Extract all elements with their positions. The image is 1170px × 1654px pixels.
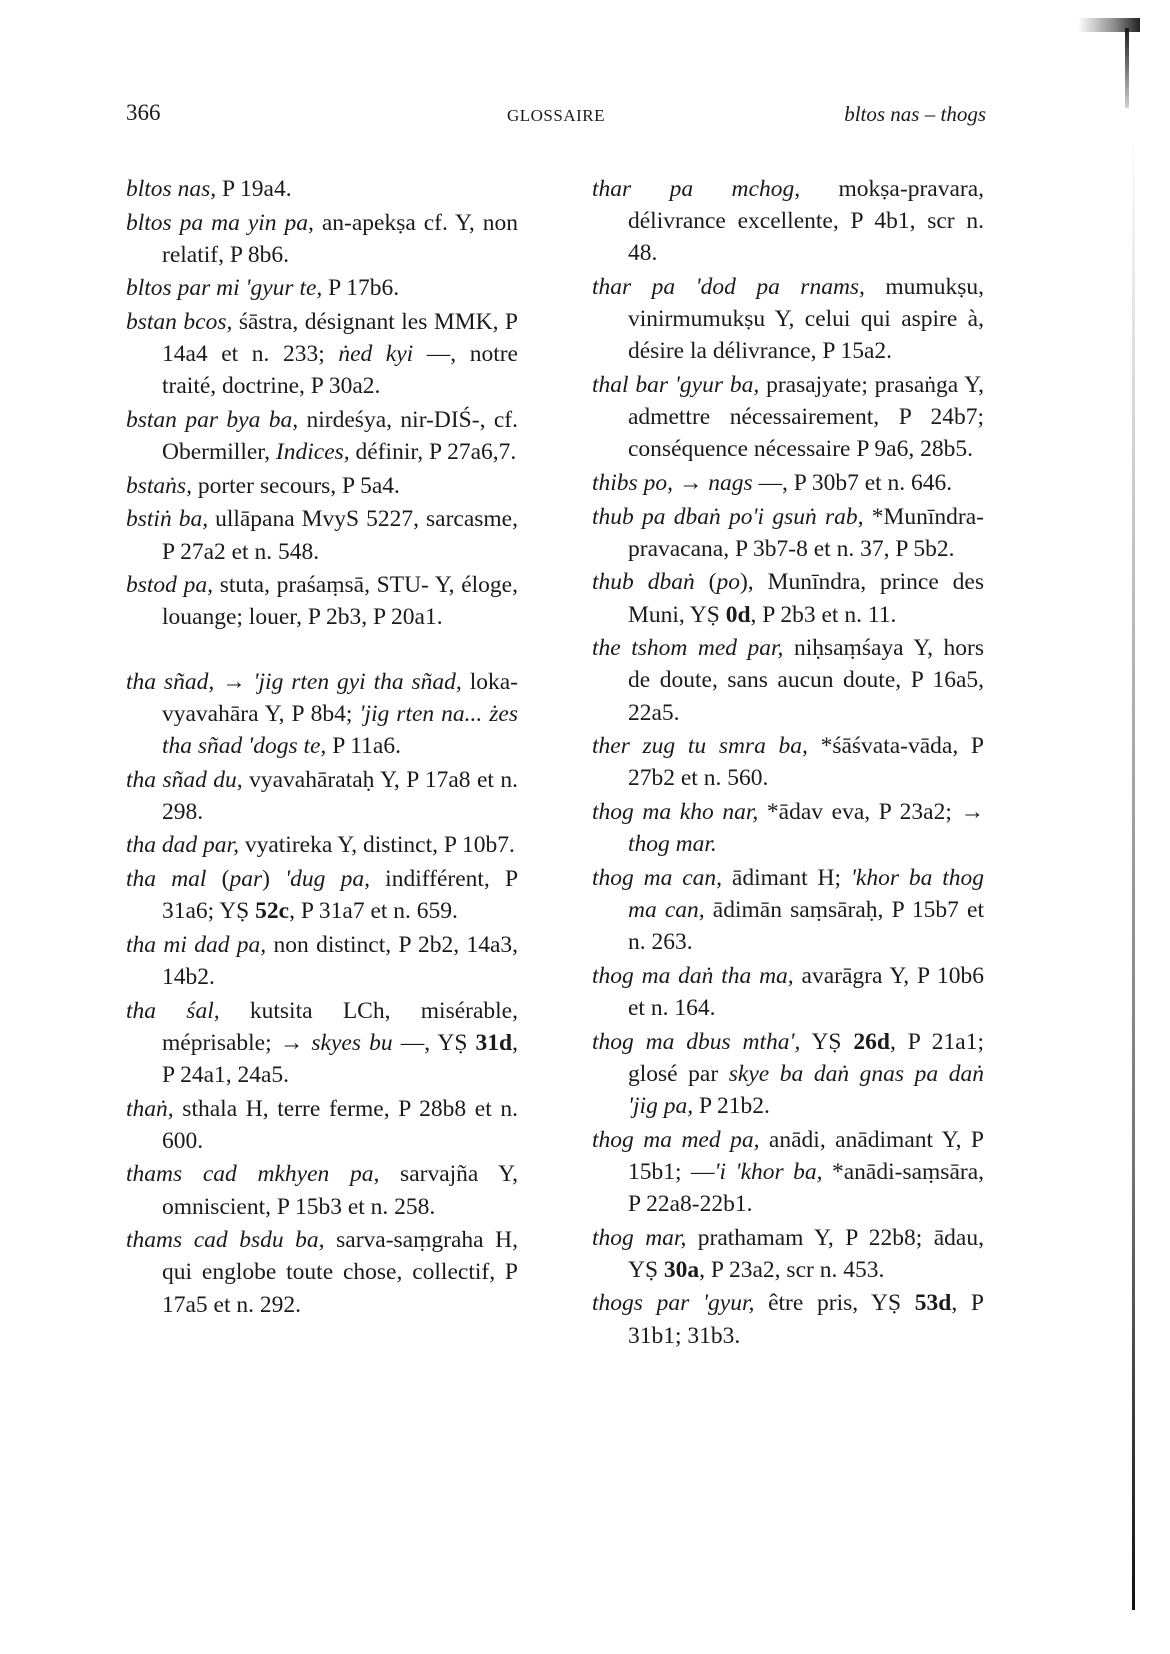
glossary-entry: [592, 1222, 984, 1286]
entry-text: porter secours, P 5a4.: [191, 472, 400, 499]
glossary-entry: [126, 995, 518, 1092]
tibetan-term: ther zug tu smra ba,: [592, 733, 808, 760]
tibetan-term: thams cad mkhyen pa,: [126, 1161, 380, 1188]
glossary-entry: [126, 306, 518, 403]
entry-text: —, P 30b7 et n. 646.: [752, 470, 953, 496]
verse-ref: 30a: [663, 1256, 700, 1283]
left-column: [126, 173, 518, 1322]
entry-text: P 11a6.: [326, 732, 401, 759]
tibetan-term: thub dbaṅ: [592, 569, 695, 596]
verse-ref: 31d: [475, 1029, 513, 1056]
tibetan-term: 'i 'khor ba,: [714, 1158, 823, 1185]
page-number: 366: [126, 100, 161, 125]
entry-text: —, notre traité, doctrine, P 30a2.: [162, 341, 518, 400]
tibetan-term: thar pa 'dod pa rnams,: [592, 274, 865, 300]
entry-text: mokṣa-pravara, délivrance excellente, P 4b1, scr n. 48.: [628, 176, 985, 267]
entry-text: niḥsaṃśaya Y, hors de doute, sans aucun doute, P 16a5, 22a5.: [628, 635, 985, 726]
verse-ref: 53d: [914, 1290, 952, 1317]
entry-text: kutsita LCh, misérable, méprisable; →: [162, 997, 518, 1056]
tibetan-term: thog mar.: [628, 831, 717, 858]
tibetan-term: nags: [708, 470, 753, 496]
entry-text: définir, P 27a6,7.: [349, 439, 517, 466]
tibetan-term: bstan bcos,: [126, 308, 233, 335]
entry-text: avarāgra Y, P 10b6 et n. 164.: [628, 962, 985, 1021]
glossary-entry: [126, 404, 518, 468]
tibetan-term: bltos nas,: [126, 176, 217, 202]
entry-text: ādimant H;: [722, 864, 851, 891]
tibetan-term: po: [716, 569, 740, 596]
tibetan-term: thal bar 'gyur ba,: [592, 372, 760, 398]
entry-text: P 17b6.: [322, 275, 400, 302]
entry-text: (: [694, 569, 717, 596]
tibetan-term: ṅed kyi: [338, 341, 414, 368]
glossary-entry: [592, 173, 984, 270]
tibetan-term: bstod pa,: [126, 572, 213, 599]
glossary-entry: [126, 764, 518, 828]
glossary-entry: [592, 730, 984, 794]
entry-text: mumukṣu, vinirmumukṣu Y, celui qui aspire à, désire la délivrance, P 15a2.: [628, 274, 984, 365]
tibetan-term: bstaṅs,: [126, 472, 192, 499]
tibetan-term: tha śal,: [126, 997, 220, 1024]
entry-text: anādi, anādimant Y, P 15b1; —: [628, 1126, 984, 1185]
entry-text: an-apekṣa cf. Y, non relatif, P 8b6.: [162, 209, 518, 268]
tibetan-term: bstan par bya ba,: [126, 406, 299, 433]
entry-text: (: [206, 865, 230, 892]
verse-ref: 52c: [255, 898, 290, 925]
glossary-entry: [126, 929, 518, 993]
tibetan-term: thog ma med pa,: [592, 1126, 760, 1153]
glossary-entry: [126, 1224, 518, 1321]
tibetan-term: thaṅ,: [126, 1095, 174, 1122]
entry-text: ādimān saṃsāraḥ, P 15b7 et n. 263.: [628, 896, 984, 956]
glossary-entry: [592, 862, 984, 959]
entry-text: nirdeśya, nir-DIŚ-, cf. Obermiller,: [162, 406, 518, 466]
entry-text: , P 31b1; 31b3.: [628, 1290, 984, 1349]
running-head: bltos nas – thogs: [844, 102, 986, 126]
tibetan-term: tha mal: [126, 865, 207, 892]
entry-text: prasajyate; prasaṅga Y, admettre nécessairement, P 24b7; conséquence nécessaire P 9a6, 28b5.: [628, 372, 984, 463]
tibetan-term: thogs par 'gyur,: [592, 1290, 755, 1317]
tibetan-term: par: [229, 865, 263, 892]
entry-text: , P 21a1; glosé par: [628, 1028, 984, 1087]
entry-text: sarva-saṃgraha H, qui englobe toute chose, collectif, P 17a5 et n. 292.: [162, 1227, 518, 1318]
entry-text: , P 24a1, 24a5.: [162, 1029, 518, 1088]
entry-text: stuta, praśaṃsā, STU- Y, éloge, louange; louer, P 2b3, P 20a1.: [162, 572, 518, 631]
glossary-entry: [592, 796, 984, 860]
glossary-entry: [126, 829, 518, 861]
tibetan-term: tha dad par,: [126, 832, 239, 859]
glossary-entry: [126, 207, 518, 271]
entry-text: *anādi-saṃsāra, P 22a8-22b1.: [628, 1158, 984, 1217]
glossary-entry: [592, 566, 984, 630]
tibetan-term: 'khor ba thog ma can,: [628, 864, 984, 923]
tibetan-term: thog ma kho nar,: [592, 798, 759, 825]
entry-text: prathamam Y, P 22b8; ādau, YṢ: [628, 1224, 984, 1283]
tibetan-term: thibs po,: [592, 470, 673, 496]
tibetan-term: 'jig rten na... żes tha sñad 'dogs te,: [162, 700, 518, 759]
glossary-entry: [126, 470, 518, 502]
tibetan-term: 'jig rten gyi tha sñad,: [253, 668, 462, 695]
entry-text: ): [262, 865, 286, 892]
glossary-entry: [592, 1124, 984, 1221]
tibetan-term: thams cad bsdu ba,: [126, 1227, 325, 1254]
entry-text: vyavahārataḥ Y, P 17a8 et n. 298.: [162, 766, 518, 825]
tibetan-term: thog mar,: [592, 1224, 687, 1251]
running-title: GLOSSAIRE: [506, 106, 605, 125]
entry-text: sarvajña Y, omniscient, P 15b3 et n. 258.: [162, 1161, 518, 1220]
entry-text: vyatireka Y, distinct, P 10b7.: [238, 832, 515, 859]
tibetan-term: 'dug pa,: [285, 865, 370, 892]
glossary-entry: [126, 272, 518, 304]
entry-text: P 19a4.: [216, 176, 292, 202]
glossary-entry: [126, 863, 518, 927]
tibetan-term: Indices,: [275, 439, 350, 466]
glossary-entry: [592, 632, 984, 729]
glossary-entry: [126, 666, 518, 763]
entry-text: —, YṢ: [392, 1029, 476, 1056]
glossary-entry: [126, 503, 518, 567]
tibetan-term: thar pa mchog,: [592, 176, 801, 202]
entry-text: *Munīndra-pravacana, P 3b7-8 et n. 37, P 5b2.: [628, 503, 985, 562]
page-edge-shadow: [1132, 130, 1135, 1610]
tibetan-term: skye ba daṅ gnas pa daṅ 'jig pa,: [628, 1060, 984, 1119]
entry-text: indifférent, P 31a6; YṢ: [162, 865, 519, 925]
glossary-entry: [126, 1158, 518, 1222]
glossary-entry: [126, 569, 518, 633]
scan-artifact: [1078, 18, 1140, 32]
entry-text: loka-vyavahāra Y, P 8b4;: [162, 668, 518, 727]
page-header: [126, 100, 986, 140]
entry-text: sthala H, terre ferme, P 28b8 et n. 600.: [162, 1095, 518, 1154]
tibetan-term: thog ma daṅ tha ma,: [592, 962, 794, 989]
scan-artifact: [1125, 28, 1129, 108]
entry-text: →: [214, 668, 254, 695]
glossary-entry: [126, 173, 518, 205]
entry-text: être pris, YṢ: [754, 1290, 915, 1317]
tibetan-term: tha mi dad pa,: [126, 931, 267, 958]
verse-ref: 26d: [853, 1028, 890, 1055]
glossary-entry: [592, 369, 984, 466]
entry-text: *śāśvata-vāda, P 27b2 et n. 560.: [628, 733, 984, 792]
entry-text: non distinct, P 2b2, 14a3, 14b2.: [162, 931, 519, 990]
entry-text: *ādav eva, P 23a2; →: [758, 798, 984, 825]
entry-text: P 21b2.: [693, 1092, 770, 1119]
tibetan-term: tha sñad du,: [126, 766, 243, 793]
tibetan-term: the tshom med par,: [592, 635, 784, 662]
glossary-entry: [592, 1287, 984, 1351]
tibetan-term: tha sñad,: [126, 668, 215, 695]
verse-ref: 0d: [725, 601, 751, 628]
entry-text: →: [672, 470, 709, 496]
glossary-entry: [592, 960, 984, 1024]
tibetan-term: thub pa dbaṅ po'i gsuṅ rab,: [592, 503, 864, 530]
tibetan-term: skyes bu: [311, 1029, 393, 1056]
entry-text: , P 2b3 et n. 11.: [750, 601, 897, 628]
tibetan-term: thog ma dbus mtha',: [592, 1028, 801, 1055]
glossary-entry: [126, 1093, 518, 1157]
tibetan-term: thog ma can,: [592, 864, 723, 891]
tibetan-term: bltos par mi 'gyur te,: [126, 275, 323, 302]
entry-text: YṢ: [800, 1028, 854, 1055]
entry-text: , P 31a7 et n. 659.: [289, 898, 458, 925]
glossary-entry: [592, 467, 984, 499]
glossary-entry: [592, 271, 984, 368]
glossary-entry: [592, 1026, 984, 1123]
tibetan-term: bstiṅ ba,: [126, 506, 209, 533]
tibetan-term: bltos pa ma yin pa,: [126, 209, 314, 236]
entry-text: , P 23a2, scr n. 453.: [699, 1256, 885, 1283]
glossary-entry: [592, 501, 984, 565]
entry-text: ), Munīndra, prince des Muni, YṢ: [628, 569, 984, 628]
right-column: [592, 173, 984, 1353]
entry-text: śāstra, désignant les MMK, P 14a4 et n. 233;: [162, 308, 518, 368]
entry-text: ullāpana MvyS 5227, sarcasme, P 27a2 et n. 548.: [162, 506, 518, 565]
